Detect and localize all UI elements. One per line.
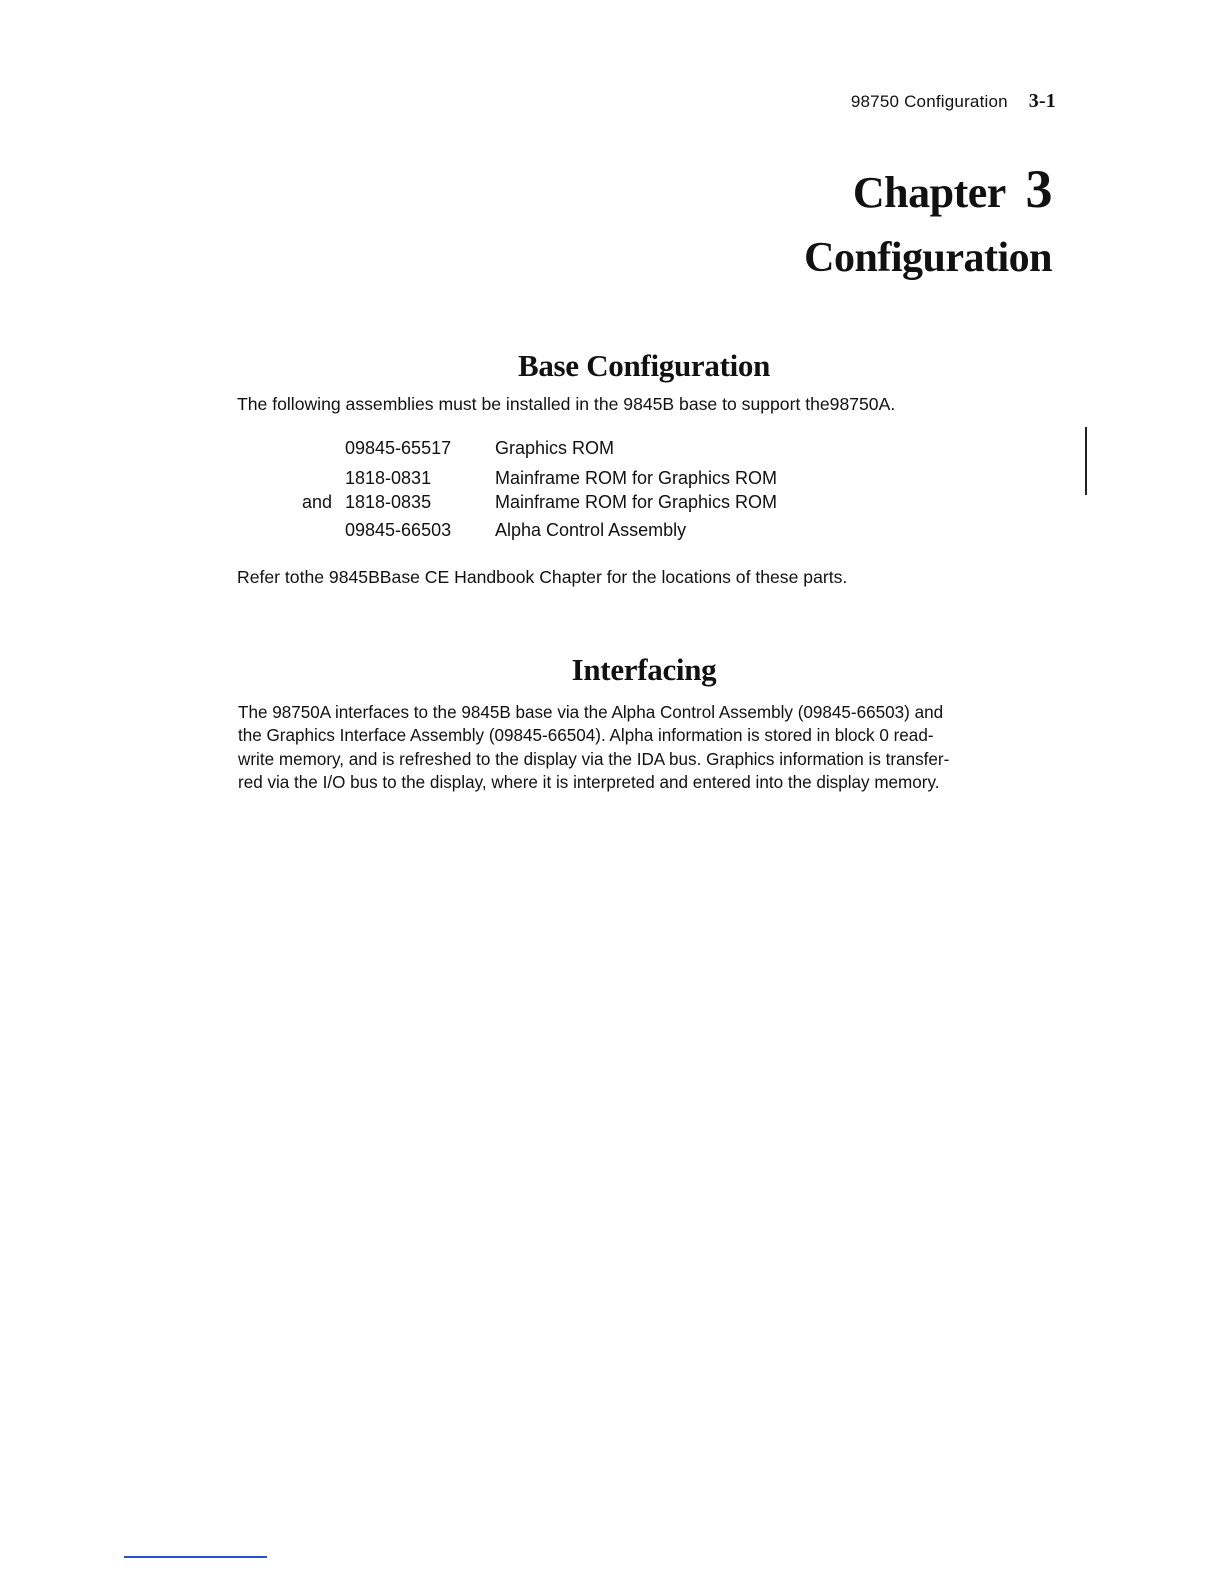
paragraph-line: The 98750A interfaces to the 9845B base via the Alpha Control Assembly (09845-66503) and — [238, 703, 944, 722]
part-description: Graphics ROM — [495, 438, 615, 458]
base-configuration-reference: Refer tothe 9845BBase CE Handbook Chapter for the locations of these parts. — [237, 567, 848, 587]
paragraph-line: the Graphics Interface Assembly (09845-66504). Alpha information is stored in block 0 read- — [238, 726, 934, 746]
base-configuration-intro: The following assemblies must be installed in the 9845B base to support the98750A. — [237, 394, 896, 414]
running-head-title: 98750 Configuration — [850, 92, 1008, 111]
chapter-word: Chapter — [852, 168, 1005, 217]
chapter-number: 3 — [1025, 159, 1052, 219]
footnote-rule — [124, 1556, 267, 1558]
chapter-label — [853, 158, 1052, 220]
section-heading-interfacing: Interfacing — [571, 652, 717, 687]
paragraph-line: write memory, and is refreshed to the display via the IDA bus. Graphics information is transfer- — [238, 749, 950, 769]
chapter-title: Configuration — [804, 235, 1052, 281]
part-prefix: and — [302, 492, 333, 512]
part-number: 09845-65517 — [345, 438, 452, 458]
change-bar — [1085, 427, 1087, 495]
part-number: 1818-0835 — [345, 492, 432, 512]
part-number: 09845-66503 — [345, 520, 452, 540]
interfacing-paragraph — [238, 701, 1054, 794]
part-number: 1818-0831 — [345, 468, 432, 488]
part-description: Mainframe ROM for Graphics ROM — [495, 468, 778, 488]
page-number: 3-1 — [1028, 90, 1056, 112]
part-description: Alpha Control Assembly — [495, 520, 687, 540]
paragraph-line: red via the I/O bus to the display, where it is interpreted and entered into the display memory. — [238, 772, 940, 792]
section-heading-base-configuration: Base Configuration — [517, 348, 771, 383]
part-description: Mainframe ROM for Graphics ROM — [495, 492, 778, 512]
running-head — [851, 90, 1056, 113]
